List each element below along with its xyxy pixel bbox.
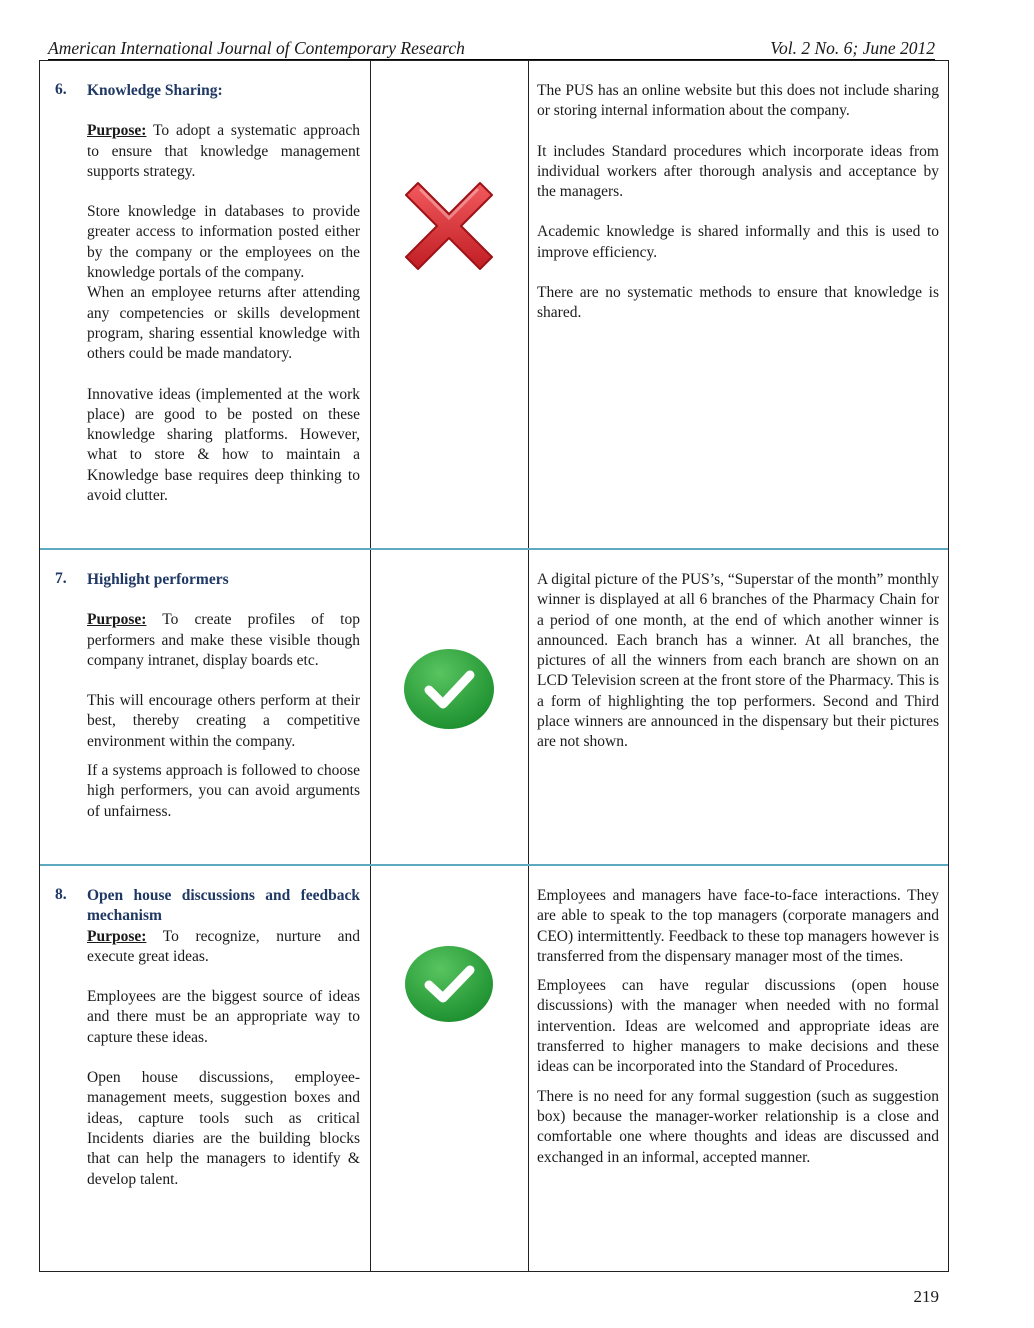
red-cross-icon (404, 181, 494, 271)
purpose-label: Purpose: (87, 611, 147, 629)
column-divider (370, 61, 371, 1271)
purpose-label: Purpose: (87, 122, 147, 140)
volume-issue: Vol. 2 No. 6; June 2012 (770, 38, 935, 58)
page-number: 219 (913, 1287, 939, 1306)
paragraph: Employees are the biggest source of ideas and there must be an appropriate way to capture these ideas. (87, 988, 360, 1046)
row-title: Open house discussions and feedback mechanism (87, 887, 360, 925)
row-title: Knowledge Sharing: (87, 82, 223, 99)
row-8-right-cell (537, 886, 939, 1168)
row-6-right-cell (537, 81, 939, 324)
paragraph: Open house discussions, employee-management meets, suggestion boxes and ideas, capture tools such as critical Incidents diaries are the building blocks that can help the managers to identify & develop talent. (87, 1069, 360, 1188)
row-number: 6. (55, 81, 67, 98)
paragraph: Academic knowledge is shared informally and this is used to improve efficiency. (537, 223, 939, 261)
running-header (48, 38, 935, 60)
paragraph: It includes Standard procedures which incorporate ideas from individual workers after thorough analysis and acceptance by the managers. (537, 142, 939, 201)
paragraph: Store knowledge in databases to provide greater access to information posted either by the company or the employees on the knowledge portals of the company. (87, 203, 360, 282)
row-title: Highlight performers (87, 571, 229, 588)
paragraph: There are no systematic methods to ensure that knowledge is shared. (537, 284, 939, 322)
paragraph: This will encourage others perform at their best, thereby creating a competitive environment within the company. (87, 692, 360, 750)
row-number: 7. (55, 570, 67, 587)
paragraph: When an employee returns after attending any competencies or skills development program, sharing essential knowledge with others could be made mandatory. (87, 284, 360, 363)
row-7-right-cell (537, 570, 939, 753)
purpose-text: To adopt a systematic approach to ensure that knowledge management supports strategy. (87, 122, 360, 180)
journal-title: American International Journal of Contemporary Research (48, 38, 465, 58)
row-7-left-cell (87, 570, 360, 822)
paragraph: A digital picture of the PUS’s, “Superstar of the month” monthly winner is displayed at all 6 branches of the Pharmacy Chain for a period of one month, at the end of which another winner is announced. Each branch has a winner. At all branches, the pictures of all the winners from each branch are shown on an LCD Television screen at the front store of the Pharmacy. This is a form of highlighting the top performers. Second and Third place winners are announced in the dispensary but their pictures are not shown. (537, 571, 939, 751)
purpose (87, 121, 360, 182)
row-divider (40, 864, 948, 866)
purpose (87, 610, 360, 671)
row-number: 8. (55, 886, 67, 903)
paragraph: If a systems approach is followed to choose high performers, you can avoid arguments of unfairness. (87, 762, 360, 820)
column-divider (528, 61, 529, 1271)
green-check-icon (404, 945, 494, 1023)
paragraph: Employees can have regular discussions (open house discussions) with the manager when needed with no formal intervention. Ideas are welcomed and appropriate ideas are transferred to higher managers to make decisions and these ideas can be incorporated into the Standard of Procedures. (537, 977, 939, 1076)
row-6-left-cell (87, 81, 360, 506)
purpose-label: Purpose: (87, 927, 147, 945)
paragraph: The PUS has an online website but this does not include sharing or storing internal information about the company. (537, 82, 939, 120)
purpose (87, 927, 360, 968)
paragraph: Innovative ideas (implemented at the work place) are good to be posted on these knowledge sharing platforms. However, what to store & how to maintain a Knowledge base requires deep thinking to avoid clutter. (87, 385, 360, 505)
paragraph: Employees and managers have face-to-face interactions. They are able to speak to the top managers (corporate managers and CEO) intermittently. Feedback to these top managers however is transferred from the dispensary manager most of the times. (537, 887, 939, 965)
row-divider (40, 548, 948, 550)
green-check-icon (403, 648, 495, 730)
row-8-left-cell (87, 886, 360, 1190)
purpose-text: To create profiles of top performers and make these visible though company intranet, display boards etc. (87, 611, 360, 669)
paragraph: There is no need for any formal suggestion (such as suggestion box) because the manager-worker relationship is a close and comfortable one where thoughts and ideas are discussed and exchanged in an informal, accepted manner. (537, 1087, 939, 1166)
purpose-text: To recognize, nurture and execute great ideas. (87, 927, 360, 965)
